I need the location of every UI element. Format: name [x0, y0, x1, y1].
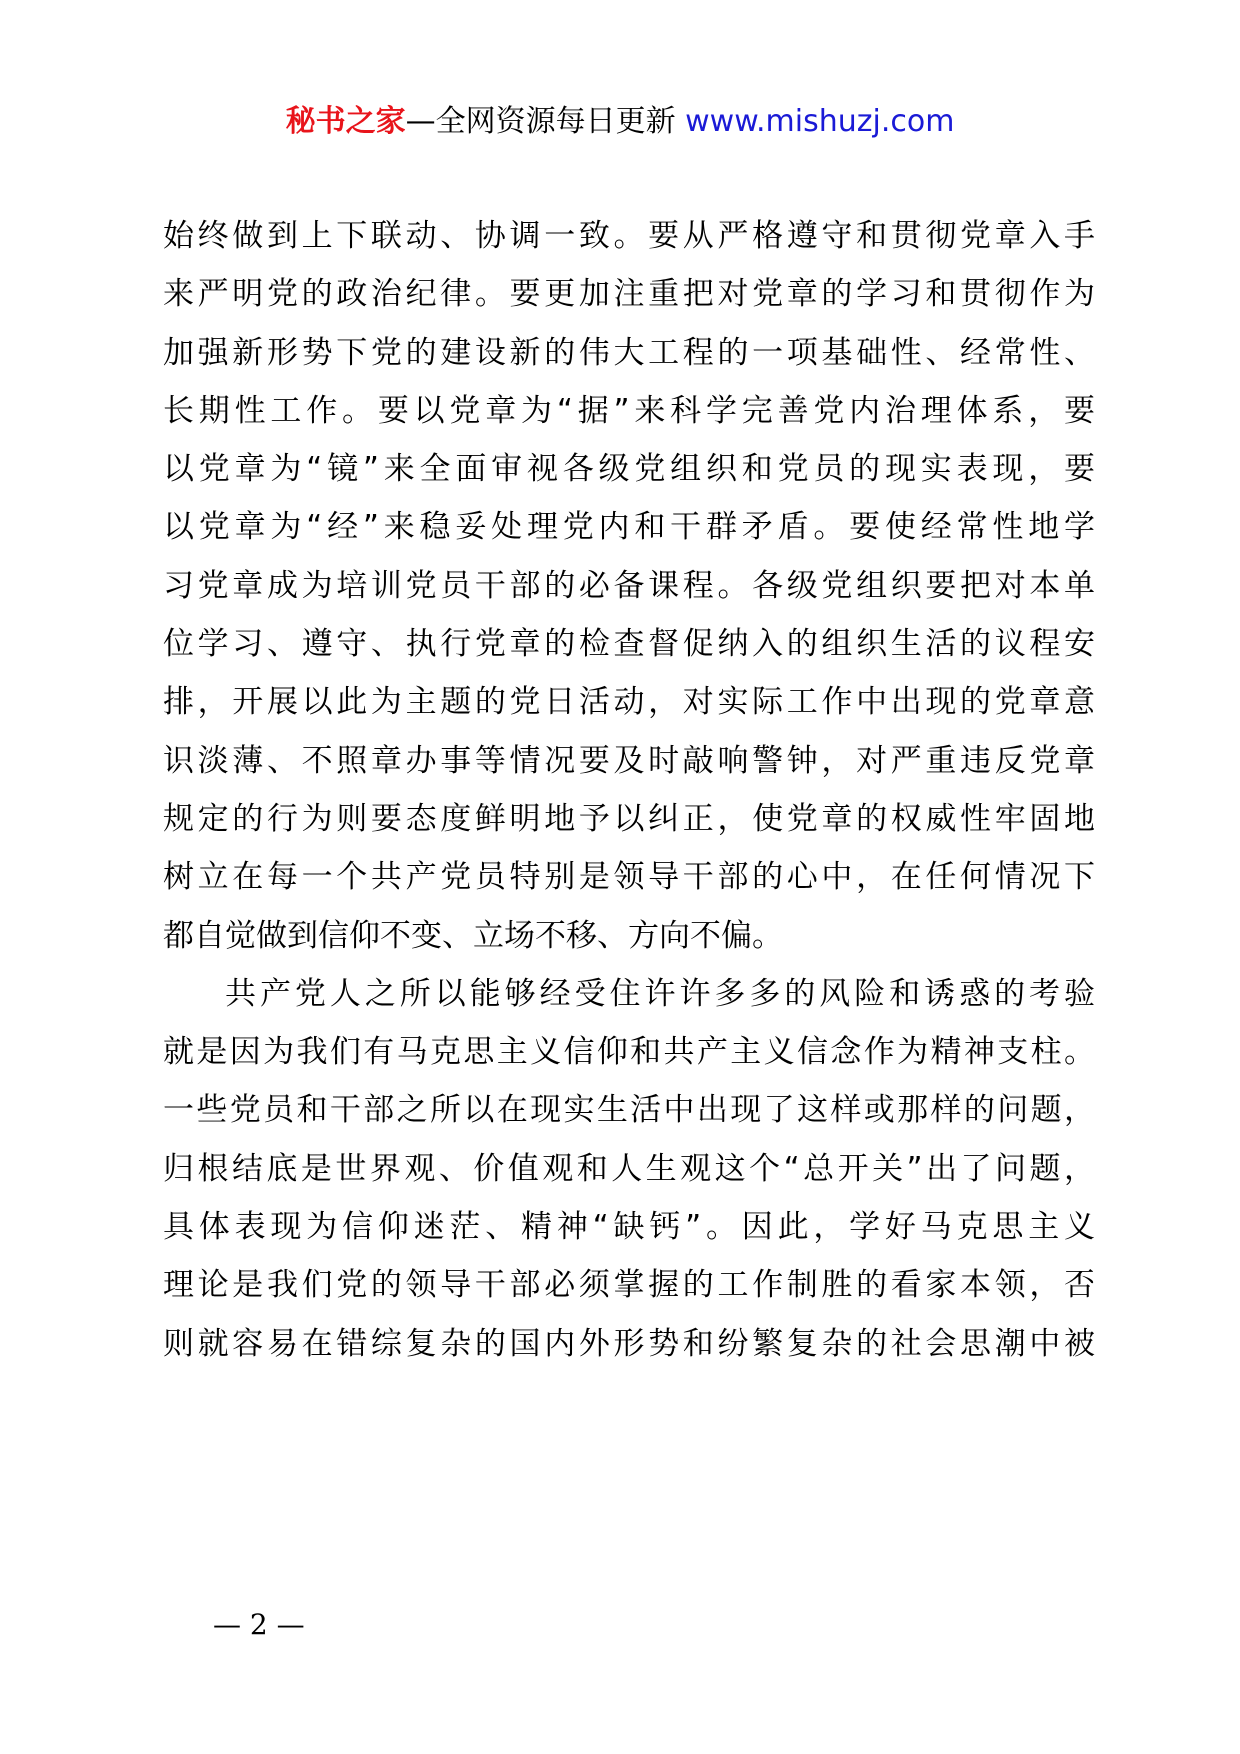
text-line: 一些党员和干部之所以在现实生活中出现了这样或那样的问题， [163, 1092, 1095, 1129]
paragraph-start-line: 共产党人之所以能够经受住许许多多的风险和诱惑的考验 [225, 975, 1095, 1012]
text-line: 始终做到上下联动、协调一致。要从严格遵守和贯彻党章入手 [163, 218, 1095, 254]
page-number: — 2 — [213, 1608, 305, 1641]
text-line: 树立在每一个共产党员特别是领导干部的心中，在任何情况下 [163, 859, 1095, 896]
text-line: 长期性工作。要以党章为“据”来科学完善党内治理体系，要 [163, 392, 1095, 429]
document-body [163, 207, 1095, 1373]
text-line: 则就容易在错综复杂的国内外形势和纷繁复杂的社会思潮中被 [163, 1325, 1095, 1362]
text-line: 识淡薄、不照章办事等情况要及时敲响警钟，对严重违反党章 [163, 742, 1095, 779]
text-line: 理论是我们党的领导干部必须掌握的工作制胜的看家本领，否 [163, 1267, 1095, 1304]
text-line: 以党章为“经”来稳妥处理党内和干群矛盾。要使经常性地学 [163, 509, 1095, 546]
text-line: 规定的行为则要态度鲜明地予以纠正，使党章的权威性牢固地 [163, 800, 1095, 837]
website-link[interactable]: www.mishuzj.com [685, 104, 955, 139]
text-line: 习党章成为培训党员干部的必备课程。各级党组织要把对本单 [163, 567, 1095, 604]
brand-name: 秘书之家 [285, 104, 406, 139]
text-line: 排，开展以此为主题的党日活动，对实际工作中出现的党章意 [163, 684, 1095, 721]
text-line: 位学习、遵守、执行党章的检查督促纳入的组织生活的议程安 [163, 626, 1095, 663]
text-line: 就是因为我们有马克思主义信仰和共产主义信念作为精神支柱。 [163, 1034, 1095, 1071]
text-line: 具体表现为信仰迷茫、精神“缺钙”。因此，学好马克思主义 [163, 1209, 1095, 1246]
text-line: 加强新形势下党的建设新的伟大工程的一项基础性、经常性、 [163, 334, 1095, 371]
page-header [0, 100, 1240, 144]
text-line: 来严明党的政治纪律。要更加注重把对党章的学习和贯彻作为 [163, 276, 1095, 313]
text-line: 以党章为“镜”来全面审视各级党组织和党员的现实表现，要 [163, 451, 1095, 488]
header-slogan: —全网资源每日更新 [405, 104, 676, 139]
text-line: 归根结底是世界观、价值观和人生观这个“总开关”出了问题， [163, 1150, 1095, 1187]
paragraph-end-line: 都自觉做到信仰不变、立场不移、方向不偏。 [163, 917, 783, 954]
